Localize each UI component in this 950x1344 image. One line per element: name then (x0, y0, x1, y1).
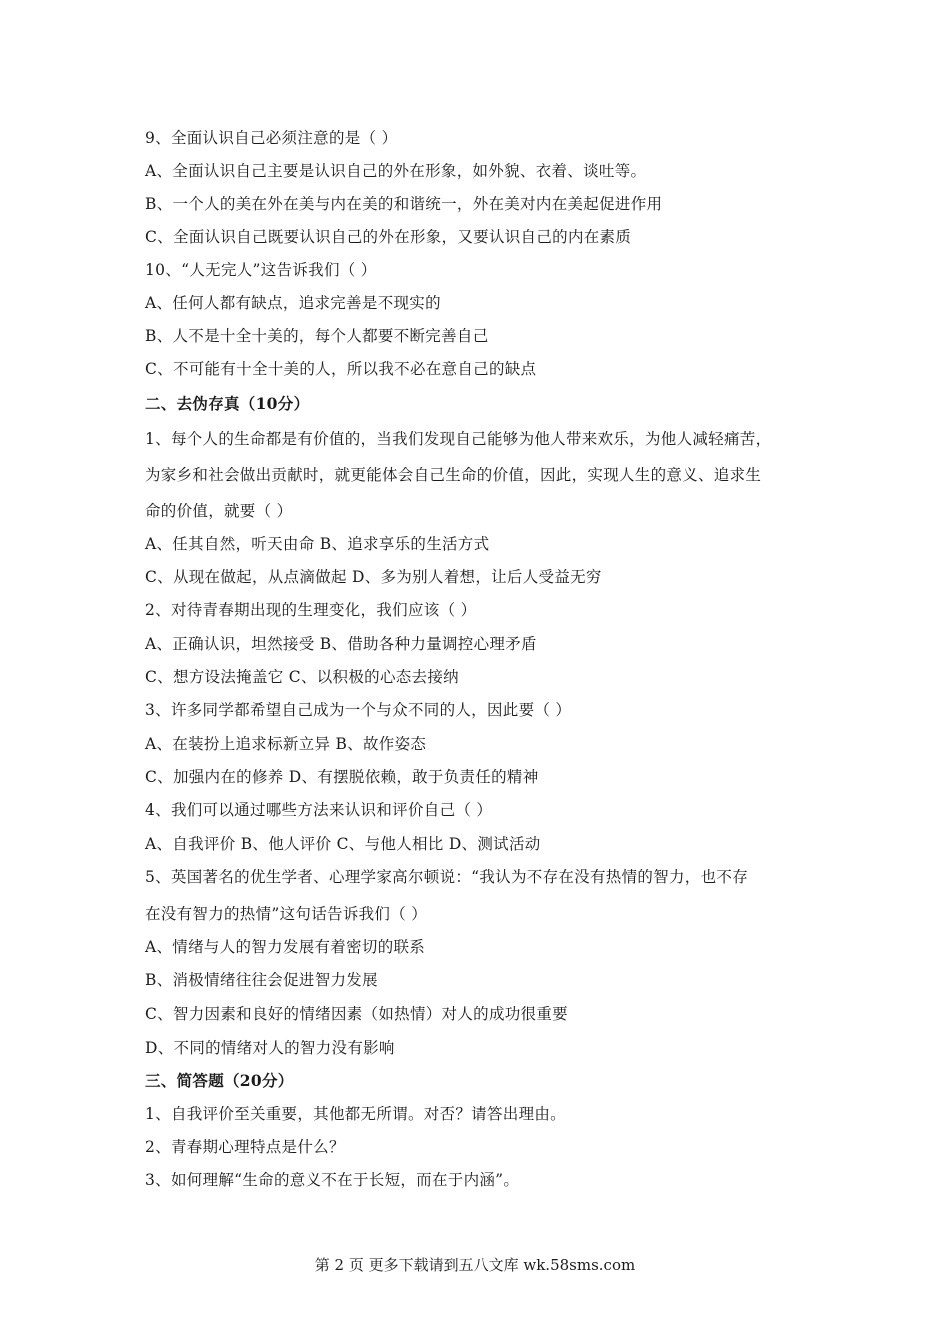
s2-question-2-options-cd: C、想方设法掩盖它 C、以积极的心态去接纳 (145, 668, 459, 686)
s2-question-1-line-2: 为家乡和社会做出贡献时，就更能体会自己生命的价值，因此，实现人生的意义、追求生 (145, 466, 762, 484)
s3-question-2: 2、青春期心理特点是什么？ (145, 1138, 345, 1156)
question-9-option-b: B、一个人的美在外在美与内在美的和谐统一，外在美对内在美起促进作用 (145, 195, 663, 213)
section-3-heading: 三、简答题（20分） (145, 1071, 294, 1090)
s2-question-2: 2、对待青春期出现的生理变化，我们应该（ ） (145, 601, 477, 619)
s2-question-1-options-ab: A、任其自然，听天由命 B、追求享乐的生活方式 (145, 535, 490, 553)
question-10: 10、“人无完人”这告诉我们（ ） (145, 261, 377, 279)
s2-question-3: 3、许多同学都希望自己成为一个与众不同的人，因此要（ ） (145, 701, 572, 719)
s2-question-5-option-c: C、智力因素和良好的情绪因素（如热情）对人的成功很重要 (145, 1005, 568, 1023)
s2-question-5-option-d: D、不同的情绪对人的智力没有影响 (145, 1039, 395, 1057)
s2-question-1-options-cd: C、从现在做起，从点滴做起 D、多为别人着想，让后人受益无穷 (145, 568, 602, 586)
s2-question-5-line-1: 5、英国著名的优生学者、心理学家高尔顿说：“我认为不存在没有热情的智力，也不存 (145, 868, 748, 886)
s2-question-3-options-ab: A、在装扮上追求标新立异 B、故作姿态 (145, 735, 427, 753)
question-9: 9、全面认识自己必须注意的是（ ） (145, 129, 398, 147)
s3-question-3: 3、如何理解“生命的意义不在于长短，而在于内涵”。 (145, 1171, 520, 1189)
s2-question-5-option-b: B、消极情绪往往会促进智力发展 (145, 971, 378, 989)
question-9-option-a: A、全面认识自己主要是认识自己的外在形象，如外貌、衣着、谈吐等。 (145, 162, 647, 180)
s2-question-4: 4、我们可以通过哪些方法来认识和评价自己（ ） (145, 801, 493, 819)
s2-question-5-option-a: A、情绪与人的智力发展有着密切的联系 (145, 938, 426, 956)
page-footer: 第 2 页 更多下载请到五八文库 wk.58sms.com (314, 1256, 636, 1274)
s3-question-1: 1、自我评价至关重要，其他都无所谓。对否？请答出理由。 (145, 1105, 566, 1123)
s2-question-1-line-1: 1、每个人的生命都是有价值的，当我们发现自己能够为他人带来欢乐，为他人减轻痛苦， (145, 430, 772, 448)
section-2-heading: 二、去伪存真（10分） (145, 394, 310, 413)
s2-question-3-options-cd: C、加强内在的修养 D、有摆脱依赖，敢于负责任的精神 (145, 768, 539, 786)
question-10-option-c: C、不可能有十全十美的人，所以我不必在意自己的缺点 (145, 360, 537, 378)
s2-question-2-options-ab: A、正确认识，坦然接受 B、借助各种力量调控心理矛盾 (145, 635, 537, 653)
question-10-option-a: A、任何人都有缺点，追求完善是不现实的 (145, 294, 441, 312)
question-10-option-b: B、人不是十全十美的，每个人都要不断完善自己 (145, 327, 489, 345)
s2-question-4-options: A、自我评价 B、他人评价 C、与他人相比 D、测试活动 (145, 835, 541, 853)
s2-question-5-line-2: 在没有智力的热情”这句话告诉我们（ ） (145, 905, 428, 923)
s2-question-1-line-3: 命的价值，就要（ ） (145, 502, 293, 520)
question-9-option-c: C、全面认识自己既要认识自己的外在形象，又要认识自己的内在素质 (145, 228, 632, 246)
